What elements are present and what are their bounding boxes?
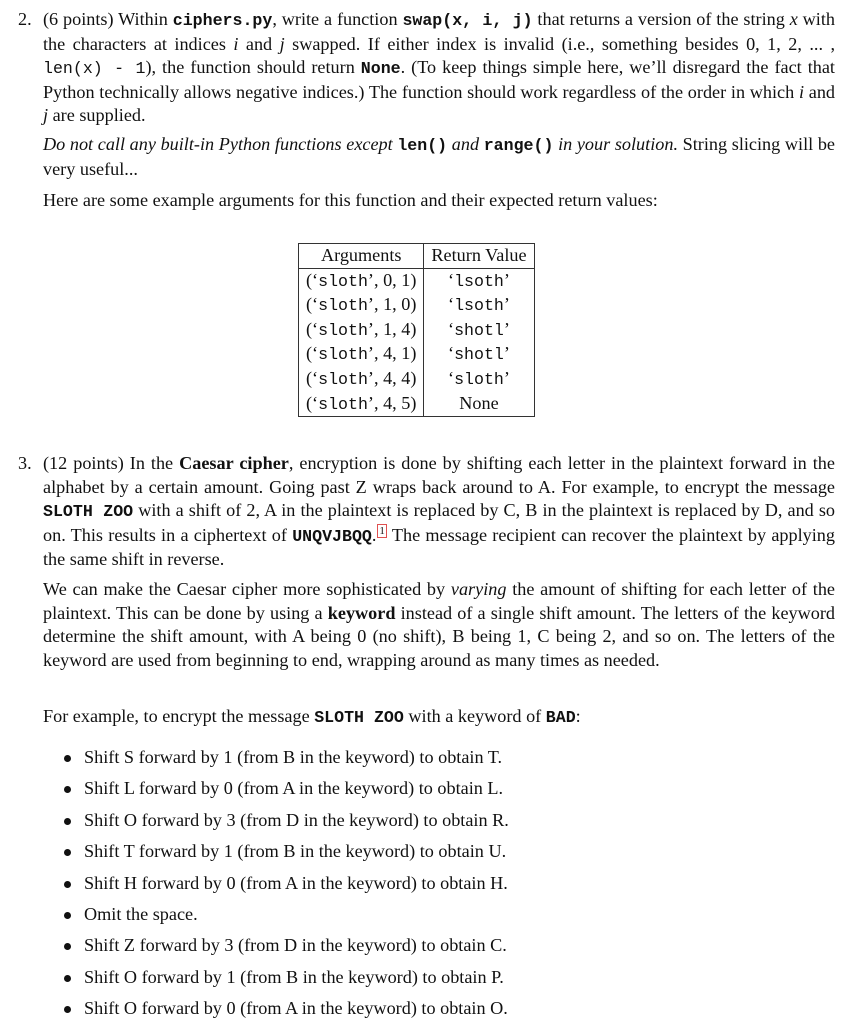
list-item: Shift S forward by 1 (from B in the keyword) to obtain T. — [43, 742, 823, 773]
bullet-icon — [64, 881, 71, 888]
list-item: Shift O forward by 3 (from D in the keyword) to obtain R. — [43, 805, 823, 836]
question-2-paragraph-1: (6 points) Within ciphers.py, write a function swap(x, i, j) that returns a version of the string x with the characters at indices i and j swapped. If either index is invalid (i.e., something besides 0, 1, 2, ... , len(x) - 1), the function should return None. (To keep things simple here, we’ll disregard the fact that Python technically allows negative indices.) The function should work regardless of the order in which i and j are supplied. — [43, 9, 836, 126]
list-item: Shift H forward by 0 (from A in the keyword) to obtain H. — [43, 868, 823, 899]
question-2-paragraph-2: Do not call any built-in Python functions except len() and range() in your solution. String slicing will be very useful... — [43, 134, 835, 179]
table-row — [299, 342, 535, 367]
cell-arguments: (‘sloth’, 4, 5) — [299, 392, 424, 417]
cell-arguments: (‘sloth’, 4, 1) — [299, 342, 424, 367]
question-2-points: (6 points) — [43, 9, 114, 29]
function-signature: swap(x, i, j) — [402, 11, 533, 30]
footnote-link[interactable]: 1 — [379, 524, 385, 537]
bullet-icon — [64, 975, 71, 982]
bullet-icon — [64, 912, 71, 919]
header-return-value: Return Value — [424, 244, 534, 269]
encryption-steps-list — [43, 742, 823, 1025]
question-3-paragraph-2: We can make the Caesar cipher more sophisticated by varying the amount of shifting for each letter of the plaintext. This can be done by using a keyword instead of a single shift amount. The letters of the keyword determine the shift amount, with A being 0 (no shift), B being 1, C being 2, and so on. The letters of the keyword are used from beginning to end, wrapping around as many times as needed. — [43, 579, 836, 670]
table-row — [299, 268, 535, 293]
list-item: Shift O forward by 0 (from A in the keyword) to obtain O. — [43, 993, 823, 1024]
cell-arguments: (‘sloth’, 1, 0) — [299, 293, 424, 318]
table-row — [299, 293, 535, 318]
examples-table-header — [299, 244, 535, 269]
list-item: Shift O forward by 1 (from B in the keyword) to obtain P. — [43, 962, 823, 993]
bullet-icon — [64, 786, 71, 793]
cell-arguments: (‘sloth’, 0, 1) — [299, 268, 424, 293]
list-item: Shift T forward by 1 (from B in the keyword) to obtain U. — [43, 836, 823, 867]
cell-arguments: (‘sloth’, 1, 4) — [299, 318, 424, 343]
bullet-icon — [64, 849, 71, 856]
question-2-paragraph-3: Here are some example arguments for this function and their expected return values: — [43, 190, 658, 210]
table-row — [299, 392, 535, 417]
question-2-number: 2. — [18, 9, 32, 29]
list-item: Omit the space. — [43, 899, 823, 930]
list-item: Shift L forward by 0 (from A in the keyword) to obtain L. — [43, 773, 823, 804]
cell-return-value: None — [459, 393, 499, 414]
cell-return-value: ‘lsoth’ — [448, 294, 510, 316]
bullet-icon — [64, 755, 71, 762]
bullet-icon — [64, 1006, 71, 1013]
table-row — [299, 367, 535, 392]
header-arguments: Arguments — [299, 244, 424, 269]
cell-return-value: ‘shotl’ — [448, 318, 510, 340]
question-3-points: (12 points) — [43, 453, 124, 473]
cell-return-value: ‘sloth’ — [448, 367, 510, 389]
question-3-paragraph-1: (12 points) In the Caesar cipher, encryption is done by shifting each letter in the plaintext forward in the alphabet by a certain amount. Going past Z wraps back around to A. For example, to encrypt the message SLOTH ZOO with a shift of 2, A in the plaintext is replaced by C, B in the plaintext is replaced by D, and so on. This results in a ciphertext of UNQVJBQQ. 1 The message recipient can recover the plaintext by applying the same shift in reverse. — [43, 453, 835, 570]
filename-ciphers: ciphers.py — [172, 11, 273, 30]
list-item: Shift Z forward by 3 (from D in the keyword) to obtain C. — [43, 930, 823, 961]
table-row — [299, 318, 535, 343]
cell-return-value: ‘shotl’ — [448, 343, 510, 365]
question-3-paragraph-3: For example, to encrypt the message SLOTH ZOO with a keyword of BAD: — [43, 706, 581, 727]
examples-table — [298, 243, 535, 417]
cell-return-value: ‘lsoth’ — [448, 269, 510, 291]
cell-arguments: (‘sloth’, 4, 4) — [299, 367, 424, 392]
bullet-icon — [64, 943, 71, 950]
question-3-number: 3. — [18, 453, 32, 473]
bullet-icon — [64, 818, 71, 825]
